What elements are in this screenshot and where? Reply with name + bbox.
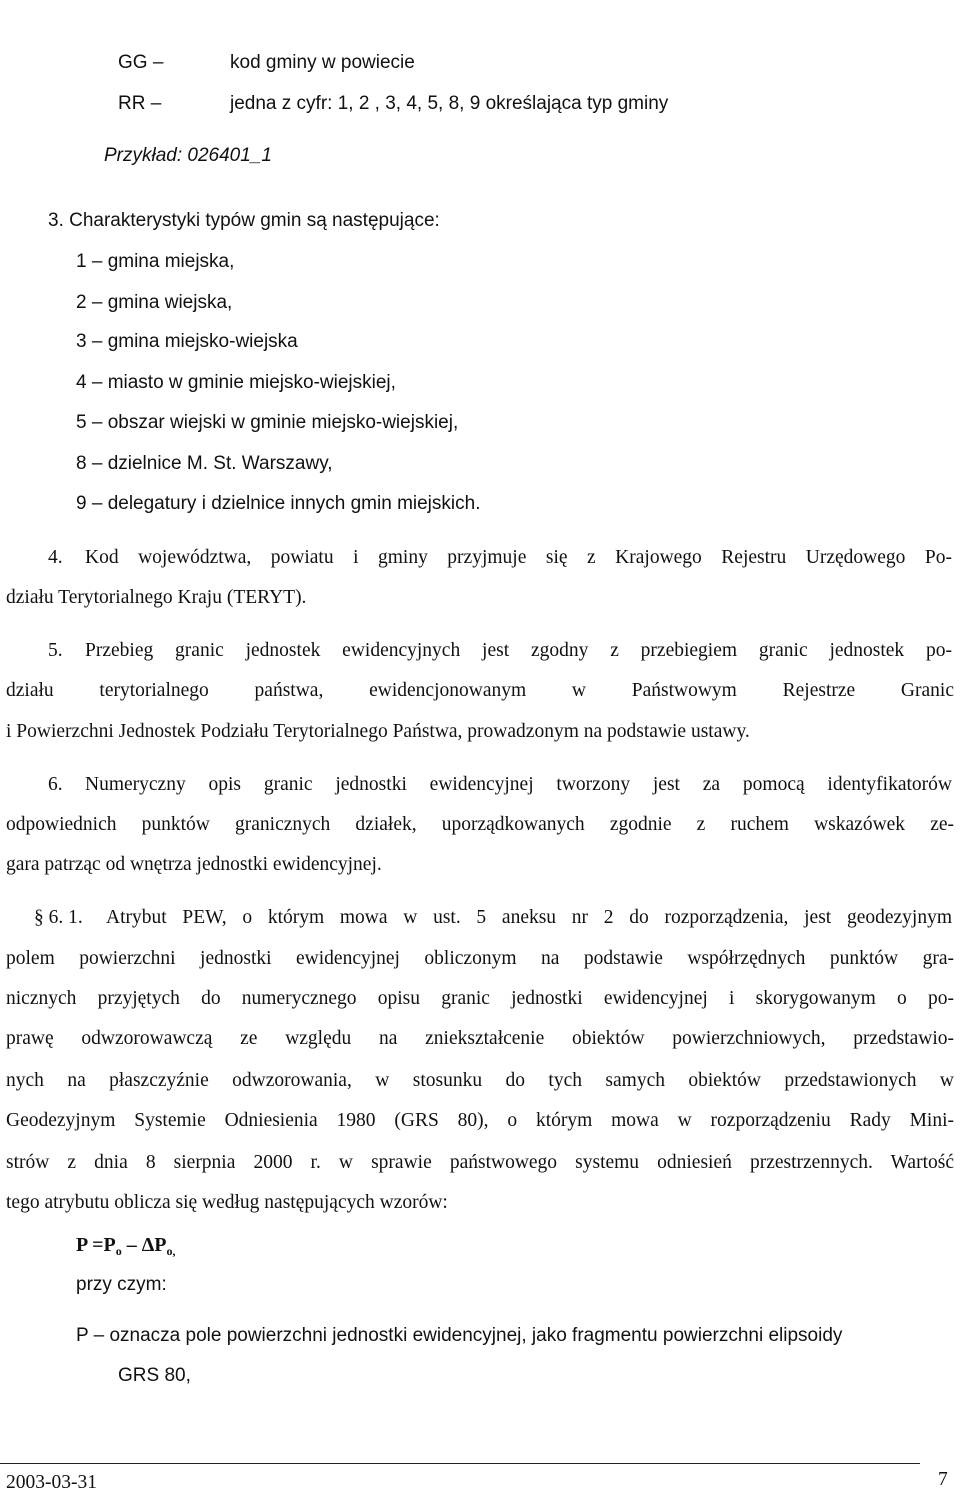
section-6-line-2: odpowiednich punktów granicznych działek, uporządkowanych zgodnie z ruchem wskazówek ze- bbox=[6, 814, 954, 835]
section-61-line-2: polem powierzchni jednostki ewidencyjnej obliczonym na podstawie współrzędnych punktów gra- bbox=[6, 948, 954, 969]
list-item: 2 – gmina wiejska, bbox=[76, 292, 233, 313]
formula-lhs: P =P bbox=[76, 1234, 116, 1256]
code-gg-desc: kod gminy w powiecie bbox=[230, 52, 415, 73]
list-item: 5 – obszar wiejski w gminie miejsko-wiejskiej, bbox=[76, 412, 459, 433]
section-4-line-1: Kod województwa, powiatu i gminy przyjmuje się z Krajowego Rejestru Urzędowego Po- bbox=[85, 547, 952, 568]
section-4-line-2: działu Terytorialnego Kraju (TERYT). bbox=[6, 587, 307, 608]
section-6-line-1: Numeryczny opis granic jednostki ewidencyjnej tworzony jest za pomocą identyfikatorów bbox=[85, 774, 952, 795]
footer-date: 2003-03-31 bbox=[6, 1472, 97, 1493]
list-item: 8 – dzielnice M. St. Warszawy, bbox=[76, 453, 333, 474]
where-label: przy czym: bbox=[76, 1274, 167, 1295]
section-61-line-4: prawę odwzorowawczą ze względu na zniekształcenie obiektów powierzchniowych, przedstawio- bbox=[6, 1028, 954, 1049]
section-61-line-1: Atrybut PEW, o którym mowa w ust. 5 aneksu nr 2 do rozporządzenia, jest geodezyjnym bbox=[106, 907, 952, 928]
list-item: 3 – gmina miejsko-wiejska bbox=[76, 331, 298, 352]
footer-divider bbox=[0, 1463, 920, 1464]
formula-sub-1: o bbox=[115, 1244, 122, 1258]
page-number: 7 bbox=[938, 1469, 948, 1490]
section-5-line-3: i Powierzchni Jednostek Podziału Terytorialnego Państwa, prowadzonym na podstawie ustawy. bbox=[6, 721, 750, 742]
section-5-line-1: Przebieg granic jednostek ewidencyjnych jest zgodny z przebiegiem granic jednostek po- bbox=[85, 640, 952, 661]
list-item: 4 – miasto w gminie miejsko-wiejskiej, bbox=[76, 372, 396, 393]
list-item: 1 – gmina miejska, bbox=[76, 251, 235, 272]
formula-sub-2: o, bbox=[166, 1244, 176, 1258]
code-gg: GG – bbox=[118, 52, 164, 73]
section-4-number: 4. bbox=[48, 547, 63, 568]
list-item: 9 – delegatury i dzielnice innych gmin miejskich. bbox=[76, 493, 481, 514]
paragraph-symbol: § 6. 1. bbox=[34, 907, 83, 928]
formula bbox=[76, 1232, 176, 1264]
section-61-line-8: tego atrybutu oblicza się według następujących wzorów: bbox=[6, 1192, 448, 1213]
section-6-line-3: gara patrząc od wnętrza jednostki ewidencyjnej. bbox=[6, 854, 382, 875]
code-rr-desc: jedna z cyfr: 1, 2 , 3, 4, 5, 8, 9 określająca typ gminy bbox=[230, 93, 669, 114]
section-5-line-2: działu terytorialnego państwa, ewidencjonowanym w Państwowym Rejestrze Granic bbox=[6, 680, 954, 701]
section-6-number: 6. bbox=[48, 774, 63, 795]
section-61-line-3: nicznych przyjętych do numerycznego opisu granic jednostki ewidencyjnej i skorygowanym o po- bbox=[6, 988, 954, 1009]
section-61-line-5: nych na płaszczyźnie odwzorowania, w stosunku do tych samych obiektów przedstawionych w bbox=[6, 1070, 954, 1091]
section-5-number: 5. bbox=[48, 640, 63, 661]
code-rr: RR – bbox=[118, 93, 162, 114]
definition-line-2: GRS 80, bbox=[118, 1365, 191, 1386]
formula-op: – ΔP bbox=[121, 1234, 167, 1256]
section-61-line-7: strów z dnia 8 sierpnia 2000 r. w sprawie państwowego systemu odniesień przestrzennych. Wartość bbox=[6, 1152, 954, 1173]
section-3-heading: 3. Charakterystyki typów gmin są następujące: bbox=[48, 210, 440, 231]
example-text: Przykład: 026401_1 bbox=[104, 145, 272, 166]
definition-line-1: P – oznacza pole powierzchni jednostki ewidencyjnej, jako fragmentu powierzchni elipsoidy bbox=[76, 1325, 843, 1346]
section-61-line-6: Geodezyjnym Systemie Odniesienia 1980 (GRS 80), o którym mowa w rozporządzeniu Rady Mini- bbox=[6, 1110, 954, 1131]
